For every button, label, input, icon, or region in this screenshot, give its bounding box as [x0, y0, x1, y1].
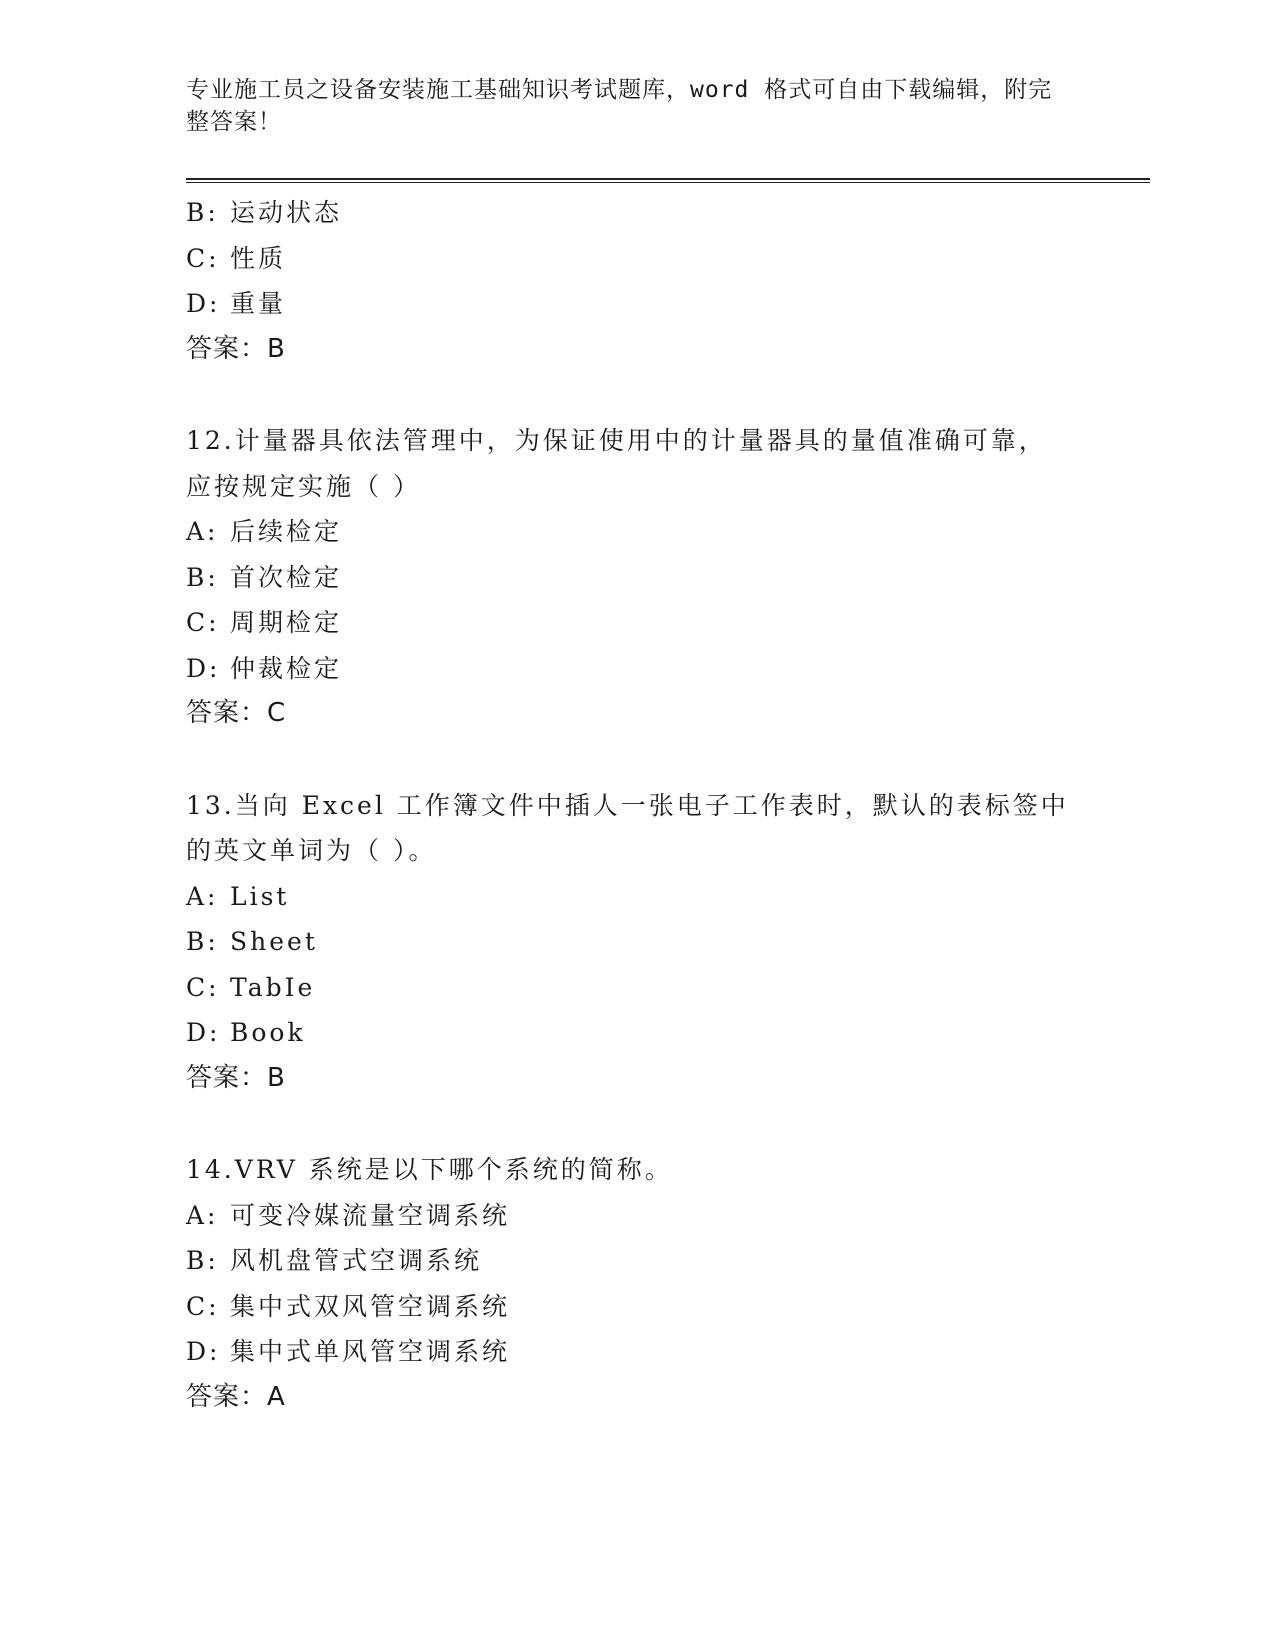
option-label: C:	[186, 243, 220, 273]
option-a	[186, 509, 1086, 555]
question-stem-line-1: 13.当向 Excel 工作簿文件中插人一张电子工作表时，默认的表标签中	[186, 790, 1069, 820]
spacer	[186, 372, 1086, 418]
option-text: 性质	[230, 243, 287, 273]
option-label: B:	[186, 562, 219, 592]
option-c	[186, 965, 1086, 1011]
document-header	[186, 74, 1066, 138]
header-divider-thick	[186, 178, 1150, 180]
option-d	[186, 1329, 1086, 1375]
option-text: Book	[230, 1018, 306, 1047]
option-text: 集中式双风管空调系统	[230, 1291, 511, 1321]
header-line-1: 专业施工员之设备安装施工基础知识考试题库，word 格式可自由下载编辑，附完	[186, 77, 1053, 103]
option-label: C:	[186, 972, 220, 1002]
question-stem-line-1: 12.计量器具依法管理中，为保证使用中的计量器具的量值准确可靠，	[186, 426, 1047, 455]
option-d	[186, 281, 1086, 327]
option-b	[186, 555, 1086, 601]
option-c	[186, 600, 1086, 646]
option-label: C:	[186, 1291, 220, 1321]
option-text: 重量	[230, 289, 287, 318]
option-text: TabIe	[230, 972, 316, 1002]
question-block-11	[186, 190, 1086, 372]
question-stem-line-1: 14.VRV 系统是以下哪个系统的简称。	[186, 1155, 673, 1184]
option-text: 周期检定	[230, 608, 343, 637]
option-c	[186, 236, 1086, 282]
question-block-13	[186, 783, 1086, 1102]
option-text: List	[230, 881, 290, 911]
question-stem-line-2: 的英文单词为（ ）。	[186, 836, 437, 865]
option-c	[186, 1284, 1086, 1330]
spacer	[186, 1101, 1086, 1147]
option-b	[186, 190, 1086, 236]
option-label: B:	[186, 198, 219, 227]
option-b	[186, 1238, 1086, 1284]
answer-line: 答案：B	[186, 1062, 286, 1093]
spacer	[186, 737, 1086, 783]
option-a	[186, 874, 1086, 920]
option-label: A:	[186, 1200, 219, 1230]
option-text: 可变冷媒流量空调系统	[230, 1200, 511, 1230]
option-text: 风机盘管式空调系统	[230, 1246, 483, 1275]
option-text: 首次检定	[230, 562, 343, 592]
answer-line: 答案：B	[186, 333, 286, 364]
option-text: 仲裁检定	[230, 653, 343, 683]
option-d	[186, 1010, 1086, 1056]
option-label: B:	[186, 1246, 219, 1275]
answer-line: 答案：A	[186, 1381, 286, 1412]
option-label: D:	[186, 289, 221, 318]
option-label: C:	[186, 608, 220, 637]
question-stem-line-2: 应按规定实施（ ）	[186, 471, 421, 501]
option-d	[186, 646, 1086, 692]
option-b	[186, 919, 1086, 965]
question-content	[186, 190, 1086, 1420]
option-text: 运动状态	[230, 198, 343, 227]
option-label: D:	[186, 653, 221, 683]
header-divider-thin	[186, 182, 1150, 183]
option-text: 集中式单风管空调系统	[230, 1337, 511, 1366]
option-text: 后续检定	[230, 517, 343, 546]
answer-line: 答案：C	[186, 698, 287, 728]
option-label: D:	[186, 1018, 221, 1047]
option-label: D:	[186, 1337, 221, 1366]
option-label: B:	[186, 927, 219, 956]
option-text: Sheet	[230, 927, 318, 956]
question-block-14	[186, 1147, 1086, 1420]
option-a	[186, 1193, 1086, 1239]
question-block-12	[186, 418, 1086, 737]
document-page	[186, 0, 1146, 1650]
option-label: A:	[186, 881, 219, 911]
header-line-2: 整答案！	[186, 109, 282, 135]
option-label: A:	[186, 517, 219, 546]
